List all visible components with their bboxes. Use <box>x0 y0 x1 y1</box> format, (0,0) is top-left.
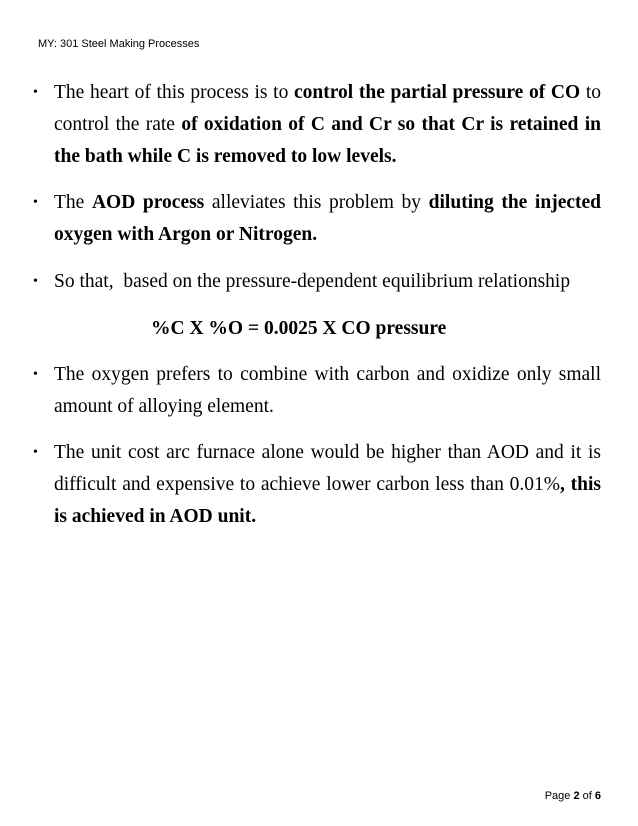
bullet-item <box>33 266 601 298</box>
of-label: of <box>579 790 595 802</box>
bold-text-segment: AOD process <box>91 192 205 213</box>
text-segment: to control the rate <box>54 82 601 135</box>
bullet-item <box>33 187 601 251</box>
bold-text-segment: control the partial pressure of CO <box>294 82 581 103</box>
page-footer <box>545 789 601 803</box>
bullet-marker: • <box>33 445 38 460</box>
text-segment: The heart of this process is to <box>54 82 295 103</box>
equation: %C X %O = 0.0025 X CO pressure <box>151 318 447 339</box>
bold-text-segment: , this is achieved in AOD unit. <box>54 474 601 527</box>
text-segment: The <box>54 192 92 213</box>
bullet-item <box>33 359 601 423</box>
bullet-item <box>33 77 601 173</box>
page-current: 2 <box>573 790 580 802</box>
bold-text-segment: diluting the injected oxygen with Argon or Nitrogen. <box>54 192 601 245</box>
text-segment: The unit cost arc furnace alone would be higher than AOD and it is difficult and expensive to achieve lower carbon less than 0.01% <box>54 442 601 495</box>
bullet-marker: • <box>33 367 38 382</box>
page-total: 6 <box>594 790 601 802</box>
text-segment: alleviates this problem by <box>204 192 429 213</box>
text-segment: The oxygen prefers to combine with carbon and oxidize only small amount of alloying element. <box>54 364 601 417</box>
bullet-marker: • <box>33 195 38 210</box>
bold-text-segment: of oxidation of C and Cr so that Cr is retained in the bath while C is removed to low levels. <box>54 114 602 167</box>
bullet-marker: • <box>33 85 38 100</box>
bullet-marker: • <box>33 274 38 289</box>
page-label: Page <box>544 790 574 802</box>
document-body <box>33 77 601 547</box>
page-header: MY: 301 Steel Making Processes <box>38 38 200 50</box>
text-segment: So that, based on the pressure-dependent equilibrium relationship <box>54 271 571 292</box>
bullet-item <box>33 437 601 533</box>
